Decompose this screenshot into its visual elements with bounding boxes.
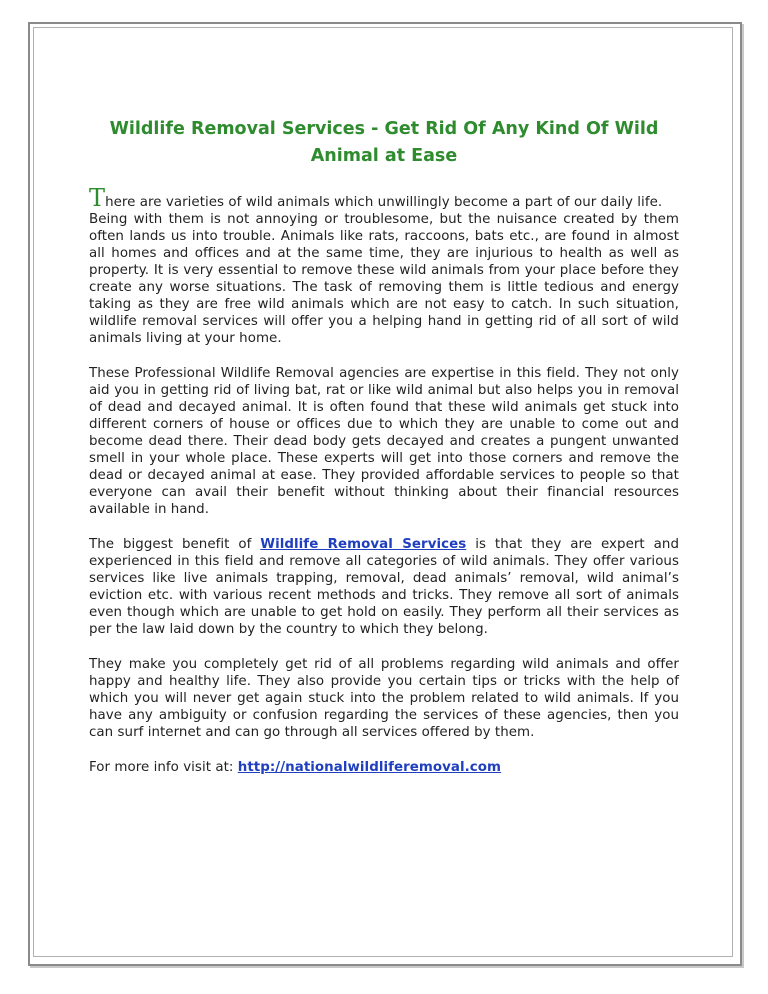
wildlife-removal-services-link[interactable]: Wildlife Removal Services xyxy=(260,537,467,552)
benefits-rest-text: is that they are expert and experienced in this field and remove all categories of wild animals. They offer various services like live animals trapping, removal, dead animals’ removal, wild animal’s eviction etc. with various recent methods and tricks. They remove all sort of animals even though which are unable to get hold on easily. They perform all their services as per the law laid down by the country to which they belong. xyxy=(89,537,679,637)
intro-rest-text: Being with them is not annoying or troublesome, but the nuisance created by them often lands us into trouble. Animals like rats, raccoons, bats etc., are found in almost all homes and offices and at the same time, they are injurious to health as well as property. It is very essential to remove these wild animals from your place before they create any worse situations. The task of removing them is little tedious and energy taking as they are free wild animals which are not easy to catch. In such situation, wildlife removal services will offer you a helping hand in getting rid of all sort of wild animals living at your home. xyxy=(89,212,679,346)
document-title: Wildlife Removal Services - Get Rid Of Any Kind Of Wild Animal at Ease xyxy=(109,119,659,166)
document-body xyxy=(89,116,679,794)
website-link[interactable]: http://nationalwildliferemoval.com xyxy=(237,760,502,775)
more-info-label: For more info visit at: xyxy=(89,760,238,775)
intro-first-line-text: here are varieties of wild animals which unwillingly become a part of our daily life. xyxy=(105,195,663,210)
intro-first-line xyxy=(89,186,679,211)
drop-cap: T xyxy=(89,184,106,212)
paragraph-agencies: These Professional Wildlife Removal agencies are expertise in this field. They not only aid you in getting rid of living bat, rat or like wild animal but also helps you in removal of dead and decayed animal. It is often found that these wild animals get stuck into different corners of house or offices due to which they are unable to come out and become dead there. Their dead body gets decayed and creates a pungent unwanted smell in your whole place. These experts will get into those corners and remove the dead or decayed animal at ease. They provided affordable services to people so that everyone can avail their benefit without thinking about their financial resources available in hand. xyxy=(89,366,679,517)
paragraph-conclusion: They make you completely get rid of all problems regarding wild animals and offer happy and healthy life. They also provide you certain tips or tricks with the help of which you will never get again stuck into the problem related to wild animals. If you have any ambiguity or confusion regarding the services of these agencies, then you can surf internet and can go through all services offered by them. xyxy=(89,657,679,740)
paragraph-intro xyxy=(89,186,679,347)
paragraph-benefits xyxy=(89,536,679,638)
more-info-line xyxy=(89,759,679,776)
benefits-lead-text: The biggest benefit of xyxy=(89,537,261,552)
